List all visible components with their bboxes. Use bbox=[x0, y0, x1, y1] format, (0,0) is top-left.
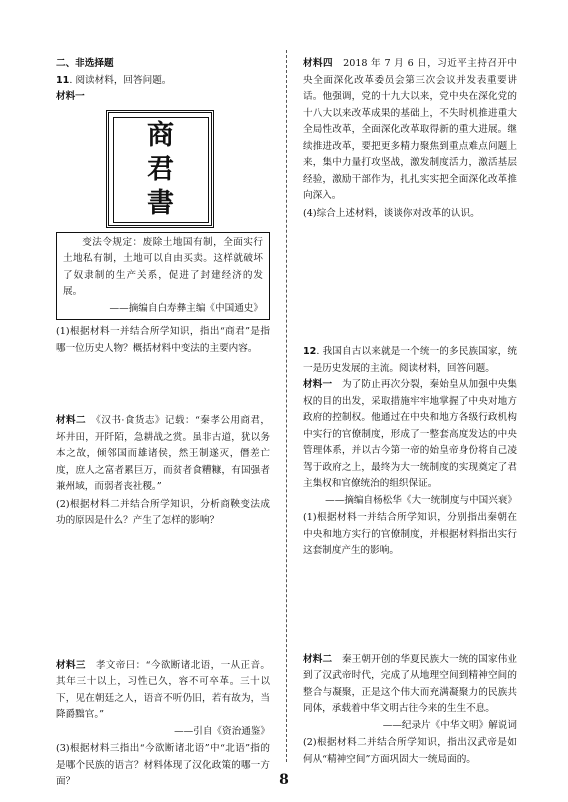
q12-material-2-text: 秦王朝开创的华夏民族大一统的国家伟业到了汉武帝时代，完成了从地理空间到精神空间的整合与凝聚，正是这个伟大而充满凝聚力的民族共同体，承载着中华文明古往今来的生生不息。 bbox=[303, 653, 518, 714]
q12-material-1-text: 为了防止再次分裂，秦始皇从加强中央集权的目的出发，采取措施牢牢地掌握了中央对地方政府的控制权。他通过在中央和地方各级行政机构中实行的官僚制度，形成了一整套高度发达的中央管理体系，并以古今第一帝的始皇帝身份将自己凌驾于政府之上，最终为大一统制度的实现奠定了君主集权和官僚统治的组织保证。 bbox=[303, 379, 518, 489]
q11-material-4 bbox=[303, 56, 517, 205]
q11-material-1-text: 变法令规定：废除土地国有制，全面实行土地私有制，土地可以自由买卖。这样就破坏了奴隶制的生产关系，促进了封建经济的发展。 bbox=[63, 236, 263, 297]
q11-material-2 bbox=[56, 413, 270, 496]
q11-material-3 bbox=[56, 658, 270, 724]
q11-sub-question-1: (1)根据材料一并结合所学知识，指出“商君”是指哪一位历史人物？概括材料中变法的主要内容。 bbox=[56, 326, 270, 354]
question-12-stem bbox=[303, 344, 517, 377]
q11-sub-question-4: (4)综合上述材料，谈谈你对改革的认识。 bbox=[303, 207, 480, 219]
question-11-number: 11 bbox=[56, 74, 70, 86]
q12-sub-question-2: (2)根据材料二并结合所学知识，指出汉武帝是如何从“精神空间”方面巩固大一统局面的。 bbox=[303, 737, 517, 765]
page-number: 8 bbox=[279, 772, 289, 788]
answer-space[interactable] bbox=[303, 222, 517, 344]
q11-material-2-label: 材料二 bbox=[56, 415, 87, 426]
seal-char: 商 bbox=[147, 119, 175, 151]
left-column bbox=[56, 56, 270, 791]
q12-material-1-source: ——摘编自杨松华《大一统制度与中国兴衰》 bbox=[325, 494, 517, 506]
question-12-number: 12 bbox=[303, 346, 317, 357]
q11-material-1-box bbox=[56, 232, 270, 321]
seal-char: 君 bbox=[147, 153, 175, 185]
seal-inner bbox=[113, 117, 209, 223]
question-12-stem-text: . 我国自古以来就是一个统一的多民族国家，统一是历史发展的主流。阅读材料，回答问题。 bbox=[303, 346, 517, 374]
q12-sub-question-1: (1)根据材料一并结合所学知识，分别指出秦朝在中央和地方实行的官僚制度，并根据材料指出实行这套制度产生的影响。 bbox=[303, 512, 517, 556]
q11-material-1-label: 材料一 bbox=[56, 91, 85, 102]
question-11-stem bbox=[56, 73, 270, 90]
answer-space[interactable] bbox=[56, 357, 270, 413]
q11-sub-question-3: (3)根据材料三指出“今欲断诸北语”中“北语”指的是哪个民族的语言？材料体现了汉化政策的哪一方面？ bbox=[56, 743, 270, 787]
q11-material-4-text: 2018 年 7 月 6 日，习近平主持召开中央全面深化改革委员会第三次会议并发表重要讲话。他强调，党的十九大以来，党中央在深化党的十八大以来改革成果的基础上，不失时机推进重大全局性改革，全面深化改革取得新的重大进展。继续推进改革，要把更多精力聚焦到重点难点问题上来，集中力量打攻坚战，激发制度活力，激活基层经验，激励干部作为，扎扎实实把全面深化改革推向深入。 bbox=[303, 58, 518, 201]
section-title: 二、非选择题 bbox=[56, 58, 114, 69]
q11-material-2-text: 《汉书·食货志》记载：“秦孝公用商君，坏井田，开阡陌，急耕战之赏。虽非古道，犹以务本之故，倾邻国而雄诸侯，然王制遂灭，僭差亡度，庶人之富者累巨万，而贫者食糟糠，有国强者兼州域，而弱者丧社稷。” bbox=[56, 415, 271, 492]
answer-space[interactable] bbox=[56, 530, 270, 658]
q11-material-3-label: 材料三 bbox=[56, 659, 86, 671]
answer-space[interactable] bbox=[303, 560, 517, 652]
question-11-stem-text: . 阅读材料，回答问题。 bbox=[69, 74, 172, 86]
q12-material-2 bbox=[303, 652, 517, 718]
q12-material-2-source: ——纪录片《中华文明》解说词 bbox=[382, 719, 517, 731]
column-divider bbox=[286, 50, 287, 762]
seal-char: 書 bbox=[147, 187, 175, 219]
q11-material-1-source: ——摘编自白寿彝主编《中国通史》 bbox=[109, 302, 263, 314]
shang-jun-shu-seal-image bbox=[106, 110, 214, 228]
q12-material-2-label: 材料二 bbox=[303, 653, 333, 665]
q11-material-3-text: 孝文帝曰：“今欲断诸北语，一从正音。其年三十以上，习性已久，容不可卒革。三十以下，见在朝廷之人，语音不听仍旧，若有故为，当降爵黜官。” bbox=[56, 659, 271, 720]
q11-material-4-label: 材料四 bbox=[303, 58, 334, 69]
q12-material-1-label: 材料一 bbox=[303, 379, 333, 390]
q11-material-3-source: ——引自《资治通鉴》 bbox=[174, 725, 270, 737]
right-column bbox=[303, 56, 517, 768]
q12-material-1 bbox=[303, 377, 517, 493]
q11-sub-question-2: (2)根据材料二并结合所学知识，分析商鞅变法成功的原因是什么？产生了怎样的影响？ bbox=[56, 498, 270, 526]
